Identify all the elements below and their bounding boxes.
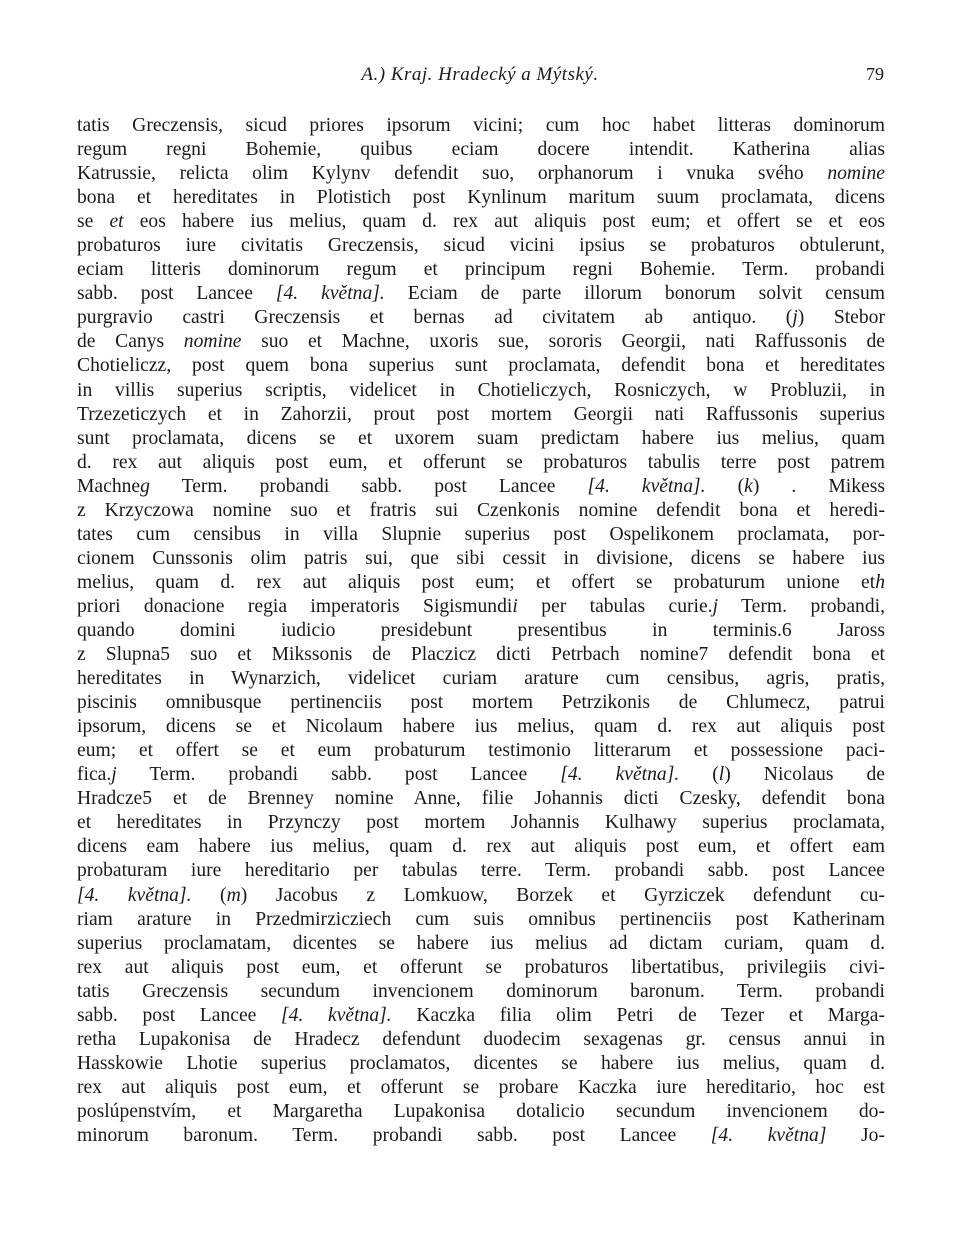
text-line: [77, 210, 885, 234]
text-run: ipsorum, dicens se et Nicolaum habere ius melius, quam d. rex aut aliquis post: [77, 716, 885, 738]
text-line: [77, 787, 885, 811]
text-run: probaturam iure hereditario per tabulas terre. Term. probandi sabb. post Lancee: [77, 860, 885, 882]
text-run: ) Jacobus z Lomkuow, Borzek et Gyrziczek defendunt cu-: [240, 884, 885, 906]
text-line: [77, 330, 885, 354]
text-run: Hasskowie Lhotie superius proclamatos, dicentes se habere ius melius, quam d.: [77, 1052, 885, 1074]
text-run: et hereditates in Przynczy post mortem Johannis Kulhawy superius proclamata,: [77, 812, 885, 834]
text-run: tates cum censibus in villa Slupnie superius post Ospelikonem proclamata, por-: [77, 523, 885, 545]
text-run: Term. probandi sabb. post Lancee: [149, 475, 588, 497]
text-run: eos habere ius melius, quam d. rex aut aliquis post eum; et offert se et eos: [123, 211, 885, 233]
text-run: Hradcze5 et de Brenney nomine Anne, filie Johannis dicti Czesky, defendit bona: [77, 788, 885, 810]
text-run: superius proclamatam, dicentes se habere ius melius ad dictam curiam, quam d.: [77, 932, 885, 954]
text-run: poslúpenstvím, et Margaretha Lupakonisa dotalicio secundum invencionem do-: [77, 1100, 885, 1122]
italic-text-run: l: [718, 764, 725, 786]
text-run: probaturos iure civitatis Greczensis, sicud vicini ipsius se probaturos obtulerunt,: [77, 235, 885, 257]
text-line: [77, 258, 885, 282]
italic-text-run: i: [512, 595, 518, 617]
running-title: A.) Kraj. Hradecký a Mýtský.: [361, 64, 599, 85]
text-run: priori donacione regia imperatoris Sigismundi: [77, 595, 513, 617]
italic-text-run: [4. května].: [77, 884, 192, 906]
text-run: (: [679, 764, 719, 786]
text-line: [77, 451, 885, 475]
text-run: bona et hereditates in Plotistich post Kynlinum maritum suum proclamata, dicens: [77, 187, 885, 209]
text-line: [77, 835, 885, 859]
text-line: [77, 114, 885, 138]
text-line: [77, 475, 885, 499]
text-line: [77, 138, 885, 162]
italic-text-run: m: [226, 884, 241, 906]
text-line: [77, 1004, 885, 1028]
text-run: d. rex aut aliquis post eum, et offerunt se probaturos tabulis terre post patrem: [77, 451, 885, 473]
text-run: purgravio castri Greczensis et bernas ad civitatem ab antiquo. (: [77, 307, 793, 329]
text-run: Jo-: [826, 1124, 885, 1146]
text-line: [77, 643, 885, 667]
text-line: [77, 306, 885, 330]
text-run: z Slupna5 suo et Mikssonis de Placzicz dicti Petrbach nomine7 defendit bona et: [77, 644, 885, 666]
text-run: sunt proclamata, dicens se et uxorem suam predictam habere ius melius, quam: [77, 427, 885, 449]
text-line: [77, 547, 885, 571]
text-line: [77, 1100, 885, 1124]
text-line: [77, 1124, 885, 1148]
text-line: [77, 932, 885, 956]
text-run: se: [77, 211, 110, 233]
text-line: [77, 403, 885, 427]
text-run: sabb. post Lancee: [77, 283, 276, 305]
text-run: regum regni Bohemie, quibus eciam docere intendit. Katherina alias: [77, 139, 885, 161]
text-run: rex aut aliquis post eum, et offerunt se probare Kaczka iure hereditario, hoc est: [77, 1076, 885, 1098]
text-line: [77, 427, 885, 451]
text-line: [77, 379, 885, 403]
text-run: sabb. post Lancee: [77, 1004, 282, 1026]
text-run: (: [705, 475, 745, 497]
italic-text-run: h: [875, 571, 885, 593]
text-line: [77, 811, 885, 835]
text-line: [77, 763, 885, 787]
text-run: ) Nicolaus de: [724, 764, 885, 786]
text-run: Term. probandi,: [718, 595, 885, 617]
text-line: [77, 715, 885, 739]
text-run: Trzezeticzych et in Zahorzii, prout post mortem Georgii nati Raffussonis superius: [77, 403, 885, 425]
text-run: tatis Greczensis, sicud priores ipsorum vicini; cum hoc habet litteras dominorum: [77, 115, 885, 136]
text-run: Kaczka filia olim Petri de Tezer et Marga-: [391, 1004, 885, 1026]
italic-text-run: g: [140, 475, 150, 497]
text-line: [77, 859, 885, 883]
text-run: melius, quam d. rex aut aliquis post eum; et offert se probaturum unione et: [77, 571, 876, 593]
text-line: [77, 980, 885, 1004]
text-run: hereditates in Wynarzich, videlicet curiam arature cum censibus, agris, pratis,: [77, 668, 885, 690]
text-run: riam arature in Przedmirzicziech cum suis omnibus pertinenciis post Katherinam: [77, 908, 885, 930]
page-number: 79: [866, 64, 884, 84]
text-run: (: [191, 884, 227, 906]
text-run: rex aut aliquis post eum, et offerunt se probaturos libertatibus, privilegiis civi-: [77, 956, 885, 978]
text-run: suo et Machne, uxoris sue, sororis Georgii, nati Raffussonis de: [241, 331, 885, 353]
text-run: quando domini iudicio presidebunt presentibus in terminis.6 Jaross: [77, 619, 885, 641]
text-run: Chotieliczz, post quem bona superius sunt proclamata, defendit bona et hereditates: [77, 355, 885, 377]
italic-text-run: [4. května].: [560, 764, 680, 786]
text-line: [77, 162, 885, 186]
text-run: dicens eam habere ius melius, quam d. rex aut aliquis post eum, et offert eam: [77, 836, 885, 858]
body-text: [77, 114, 885, 1148]
text-line: [77, 499, 885, 523]
text-line: [77, 691, 885, 715]
text-line: [77, 956, 885, 980]
italic-text-run: j: [111, 764, 117, 786]
italic-text-run: [4. května].: [587, 475, 706, 497]
text-line: [77, 619, 885, 643]
text-run: cionem Cunssonis olim patris sui, que sibi cessit in divisione, dicens se habere ius: [77, 547, 885, 569]
text-run: z Krzyczowa nomine suo et fratris sui Czenkonis nomine defendit bona et heredi-: [77, 499, 885, 521]
italic-text-run: j: [792, 307, 798, 329]
text-line: [77, 595, 885, 619]
text-run: retha Lupakonisa de Hradecz defendunt duodecim sexagenas gr. census annui in: [77, 1028, 885, 1050]
text-line: [77, 908, 885, 932]
text-run: de Canys: [77, 331, 184, 353]
text-run: eciam litteris dominorum regum et principum regni Bohemie. Term. probandi: [77, 259, 885, 281]
text-run: fica.: [77, 764, 112, 786]
running-header: [0, 64, 960, 88]
text-line: [77, 1052, 885, 1076]
italic-text-run: [4. května].: [281, 1004, 392, 1026]
italic-text-run: nomine: [183, 331, 242, 353]
italic-text-run: k: [744, 475, 753, 497]
text-line: [77, 739, 885, 763]
text-line: [77, 234, 885, 258]
text-run: piscinis omnibusque pertinenciis post mortem Petrzikonis de Chlumecz, patrui: [77, 692, 885, 714]
text-line: [77, 884, 885, 908]
italic-text-run: et: [109, 211, 124, 233]
italic-text-run: nomine: [827, 163, 885, 185]
text-line: [77, 282, 885, 306]
text-run: minorum baronum. Term. probandi sabb. post Lancee: [77, 1124, 711, 1146]
italic-text-run: [4. května].: [275, 283, 385, 305]
text-run: Katrussie, relicta olim Kylynv defendit suo, orphanorum i vnuka svého: [77, 163, 828, 185]
text-line: [77, 571, 885, 595]
text-run: per tabulas curie.: [517, 595, 713, 617]
text-run: Term. probandi sabb. post Lancee: [116, 764, 561, 786]
text-line: [77, 354, 885, 378]
text-run: Eciam de parte illorum bonorum solvit censum: [384, 283, 885, 305]
text-line: [77, 667, 885, 691]
text-line: [77, 186, 885, 210]
text-run: Machne: [77, 475, 141, 497]
text-run: ) . Mikess: [752, 475, 885, 497]
text-run: tatis Greczensis secundum invencionem dominorum baronum. Term. probandi: [77, 980, 885, 1002]
text-line: [77, 1076, 885, 1100]
text-line: [77, 1028, 885, 1052]
text-run: eum; et offert se et eum probaturum testimonio litterarum et possessione paci-: [77, 740, 885, 762]
italic-text-run: j: [712, 595, 719, 617]
text-line: [77, 523, 885, 547]
text-run: in villis superius scriptis, videlicet in Chotieliczych, Rosniczych, w Probluzii, in: [77, 379, 885, 401]
text-run: ) Stebor: [797, 307, 885, 329]
italic-text-run: [4. května]: [710, 1124, 827, 1146]
